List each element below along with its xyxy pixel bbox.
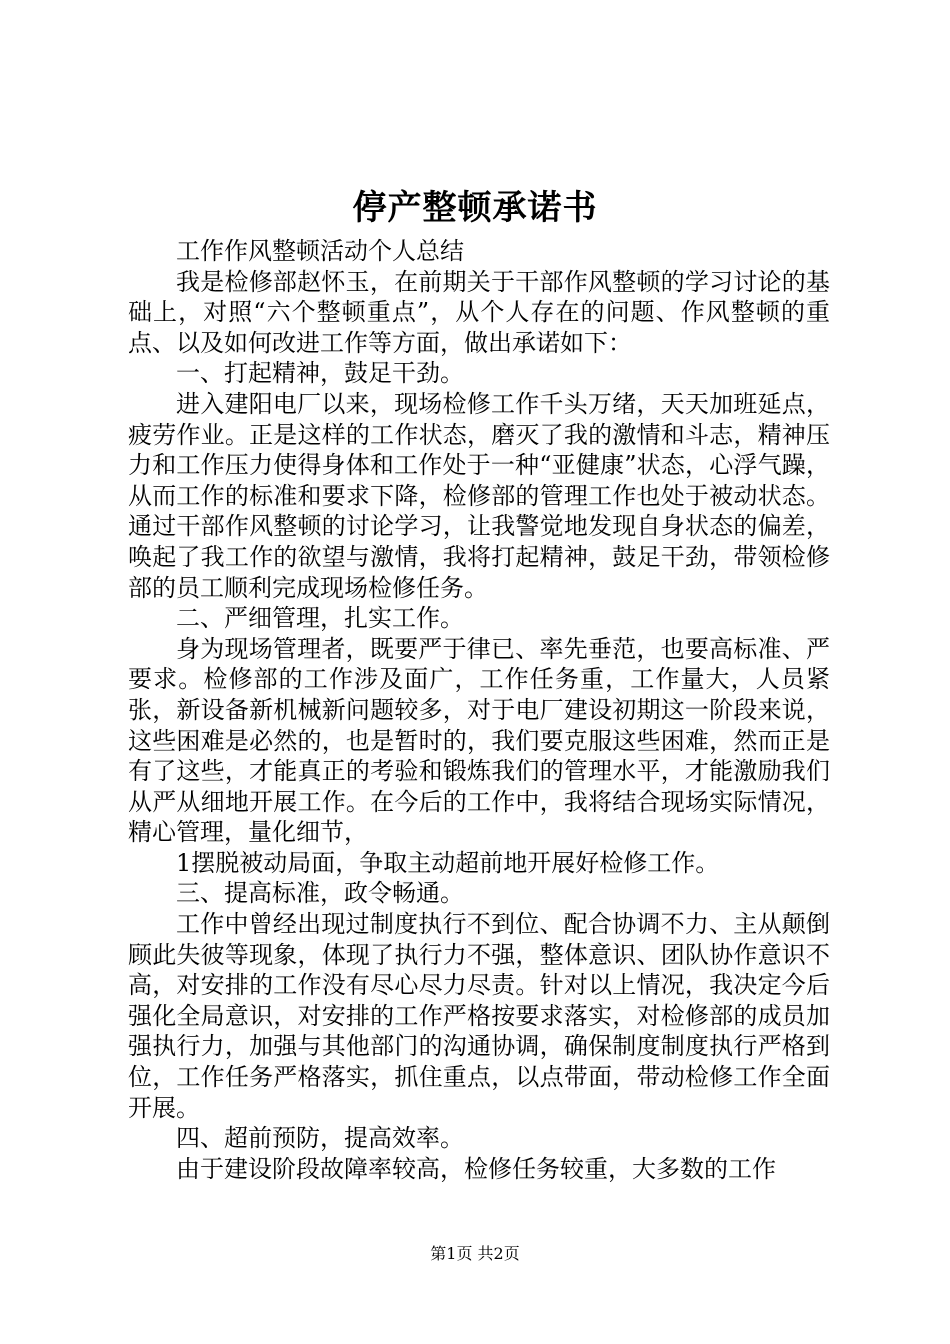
paragraph-section-4: 由于建设阶段故障率较高，检修任务较重，大多数的工作: [176, 1154, 776, 1183]
document-body: [128, 236, 830, 1184]
section-heading-1: 一、打起精神，鼓足干劲。: [176, 359, 464, 388]
paragraph-subtitle: 工作作风整顿活动个人总结: [176, 237, 464, 265]
section-heading-3: 三、提高标准，政令畅通。: [176, 879, 464, 908]
section-heading-2: 二、严细管理，扎实工作。: [176, 604, 464, 633]
document-title: 停产整顿承诺书: [352, 188, 598, 228]
page-footer: 第1页 共2页: [430, 1244, 520, 1263]
paragraph-intro: 我是检修部赵怀玉，在前期关于干部作风整顿的学习讨论的基础上，对照“六个整顿重点”，从个人存在的问题、作风整顿的重点、以及如何改进工作等方面，做出承诺如下：: [128, 267, 830, 357]
section-heading-4: 四、超前预防，提高效率。: [176, 1124, 464, 1153]
paragraph-section-3: 工作中曾经出现过制度执行不到位、配合协调不力、主从颠倒顾此失彼等现象，体现了执行力不强，整体意识、团队协作意识不高，对安排的工作没有尽心尽力尽责。针对以上情况，我决定今后强化全局意识，对安排的工作严格按要求落实，对检修部的成员加强执行力，加强与其他部门的沟通协调，确保制度制度执行严格到位，工作任务严格落实，抓住重点，以点带面，带动检修工作全面开展。: [128, 910, 830, 1122]
paragraph-section-2-item: 1摆脱被动局面，争取主动超前地开展好检修工作。: [176, 848, 720, 877]
paragraph-section-2: 身为现场管理者，既要严于律已、率先垂范，也要高标准、严要求。检修部的工作涉及面广，工作任务重，工作量大，人员紧张，新设备新机械新问题较多，对于电厂建设初期这一阶段来说，这些困难是必然的，也是暂时的，我们要克服这些困难，然而正是有了这些，才能真正的考验和锻炼我们的管理水平，才能激励我们从严从细地开展工作。在今后的工作中，我将结合现场实际情况，精心管理，量化细节，: [128, 634, 830, 847]
paragraph-section-1: 进入建阳电厂以来，现场检修工作千头万绪，天天加班延点，疲劳作业。正是这样的工作状态，磨灭了我的激情和斗志，精神压力和工作压力使得身体和工作处于一种“亚健康”状态，心浮气躁，从而工作的标准和要求下降，检修部的管理工作也处于被动状态。通过干部作风整顿的讨论学习，让我警觉地发现自身状态的偏差，唤起了我工作的欲望与激情，我将打起精神，鼓足干劲，带领检修部的员工顺利完成现场检修任务。: [128, 389, 830, 602]
